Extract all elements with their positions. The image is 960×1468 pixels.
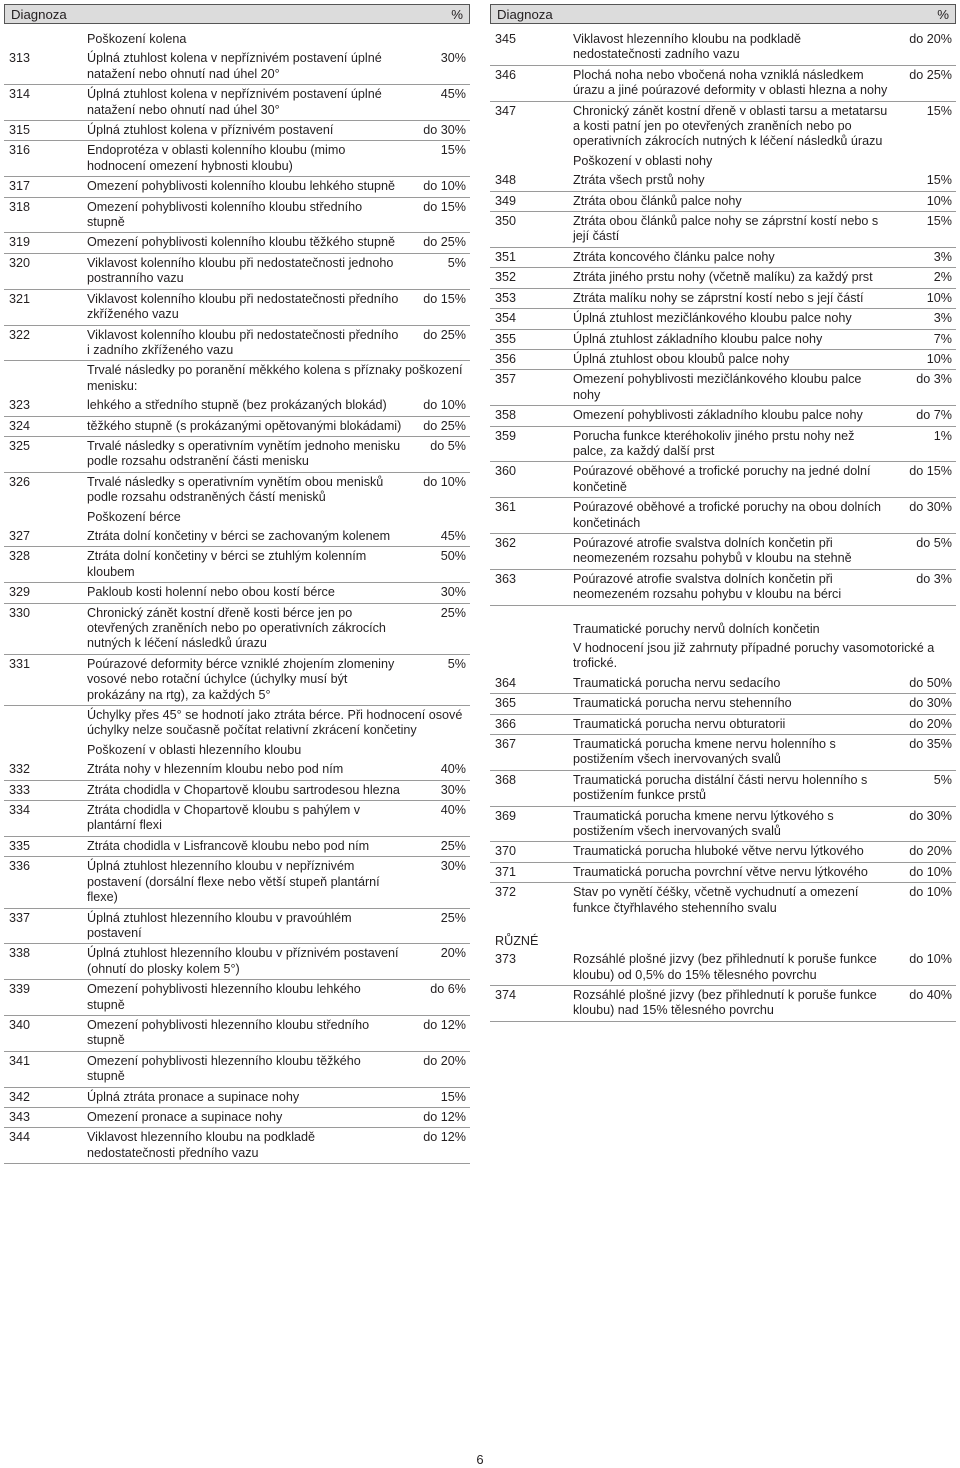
- row-diagnosis: Úplná ztuhlost mezičlánkového kloubu palce nohy: [573, 311, 852, 326]
- table-row: [490, 771, 956, 807]
- table-row: [4, 1088, 470, 1108]
- row-number: 331: [9, 656, 31, 671]
- row-percent: do 50%: [909, 675, 952, 690]
- table-row: [490, 842, 956, 862]
- row-number: 356: [495, 351, 517, 366]
- row-number: 337: [9, 910, 31, 925]
- row-number: 371: [495, 864, 517, 879]
- row-diagnosis: Traumatická porucha nervu stehenního: [573, 696, 792, 711]
- row-percent: 7%: [933, 331, 952, 346]
- section-heading: [4, 508, 470, 527]
- row-number: 365: [495, 696, 517, 711]
- table-row: [4, 473, 470, 508]
- row-percent: 30%: [440, 859, 466, 874]
- row-number: 349: [495, 193, 517, 208]
- row-number: 324: [9, 418, 31, 433]
- row-percent: do 10%: [423, 179, 466, 194]
- row-percent: do 5%: [430, 438, 466, 453]
- row-number: 345: [495, 32, 517, 46]
- row-number: 374: [495, 987, 517, 1002]
- table-row: [4, 655, 470, 706]
- row-percent: 10%: [926, 351, 952, 366]
- table-row: [4, 326, 470, 362]
- table-row: [490, 883, 956, 918]
- row-diagnosis: Ztráta dolní končetiny v bérci se zachovaným kolenem: [87, 528, 391, 543]
- row-diagnosis: Rozsáhlé plošné jizvy (bez přihlednutí k poruše funkce kloubu) nad 15% tělesného povrchu: [573, 987, 877, 1018]
- row-number: 328: [9, 549, 31, 564]
- table-row: [4, 944, 470, 980]
- row-number: 318: [9, 199, 31, 214]
- row-percent: do 10%: [423, 398, 466, 413]
- table-row: [4, 254, 470, 290]
- row-diagnosis: Omezení pohyblivosti hlezenního kloubu lehkého stupně: [87, 982, 361, 1012]
- row-percent: do 30%: [909, 808, 952, 823]
- table-row: [4, 141, 470, 177]
- header-diagnoza: Diagnoza: [11, 6, 67, 22]
- category-heading: RŮZNÉ: [495, 934, 539, 949]
- row-number: 346: [495, 67, 517, 82]
- row-percent: 25%: [440, 838, 466, 853]
- row-diagnosis: Poúrazové atrofie svalstva dolních končetin při neomezeném rozsahu pohybů v kloubu na stehně: [573, 535, 852, 566]
- row-number: 372: [495, 885, 517, 900]
- section-heading: [4, 361, 470, 396]
- row-number: 325: [9, 438, 31, 453]
- row-percent: do 30%: [909, 696, 952, 711]
- row-number: 316: [9, 143, 31, 158]
- row-number: 338: [9, 946, 31, 961]
- row-number: 326: [9, 474, 31, 489]
- table-row: [4, 1108, 470, 1128]
- row-diagnosis: Traumatická porucha nervu obturatorii: [573, 716, 786, 731]
- row-percent: do 5%: [916, 535, 952, 550]
- table-row: [4, 781, 470, 801]
- row-number: 335: [9, 838, 31, 853]
- row-number: 353: [495, 290, 517, 305]
- row-number: 366: [495, 716, 517, 731]
- row-percent: do 15%: [423, 291, 466, 306]
- table-row: [490, 674, 956, 694]
- row-percent: 15%: [440, 143, 466, 158]
- row-diagnosis: těžkého stupně (s prokázanými opětovanými blokádami): [87, 418, 402, 433]
- row-number: 339: [9, 982, 31, 997]
- row-diagnosis: Ztráta chodidla v Lisfrancově kloubu nebo pod ním: [87, 838, 370, 853]
- row-diagnosis: Omezení pohyblivosti kolenního kloubu těžkého stupně: [87, 235, 396, 250]
- row-number: 359: [495, 428, 517, 443]
- table-row: [4, 121, 470, 141]
- row-number: 341: [9, 1053, 31, 1068]
- row-percent: do 40%: [909, 987, 952, 1002]
- row-diagnosis: Poúrazové atrofie svalstva dolních končetin při neomezeném rozsahu pohybu v kloubu na bérci: [573, 571, 842, 602]
- left-table-header: [4, 4, 470, 24]
- row-percent: do 20%: [909, 716, 952, 731]
- row-number: 317: [9, 179, 31, 194]
- section-text: Úchylky přes 45° se hodnotí jako ztráta bérce. Při hodnocení osové úchylky nelze současně počítat relativní zkrácení končetiny: [87, 708, 463, 738]
- row-diagnosis: Ztráta obou článků palce nohy se záprstní kostí nebo s její částí: [573, 214, 879, 244]
- table-row: [4, 417, 470, 437]
- table-row: [490, 986, 956, 1022]
- table-row: [4, 527, 470, 547]
- header-percent: %: [937, 6, 949, 22]
- table-row: [4, 801, 470, 837]
- row-percent: do 30%: [909, 500, 952, 515]
- row-diagnosis: Úplná ztuhlost kolena v nepříznivém postavení úplné natažení nebo ohnutí nad úhel 20°: [87, 51, 382, 81]
- header-diagnoza: Diagnoza: [497, 6, 553, 22]
- row-diagnosis: Ztráta chodidla v Chopartově kloubu sartrodesou hlezna: [87, 782, 400, 797]
- table-row: [4, 198, 470, 234]
- row-number: 354: [495, 311, 517, 326]
- row-percent: do 20%: [909, 32, 952, 46]
- section-heading: [490, 152, 956, 171]
- row-diagnosis: Omezení pohyblivosti mezičlánkového kloubu palce nohy: [573, 372, 862, 402]
- section-heading: [490, 639, 956, 674]
- section-text: Trvalé následky po poranění měkkého kolena s příznaky poškození menisku:: [87, 363, 463, 393]
- row-number: 373: [495, 952, 517, 967]
- table-row: [490, 694, 956, 714]
- table-row: [490, 370, 956, 406]
- row-percent: 15%: [926, 103, 952, 118]
- row-number: 350: [495, 214, 517, 229]
- row-percent: do 15%: [423, 199, 466, 214]
- row-percent: 3%: [933, 249, 952, 264]
- table-row: [4, 1128, 470, 1164]
- row-diagnosis: Viklavost kolenního kloubu při nedostatečnosti předního zkříženého vazu: [87, 291, 399, 322]
- row-diagnosis: Pakloub kosti holenní nebo obou kostí bérce: [87, 585, 335, 600]
- row-diagnosis: Viklavost hlezenního kloubu na podkladě nedostatečnosti zadního vazu: [573, 32, 802, 62]
- row-number: 358: [495, 408, 517, 423]
- row-percent: do 10%: [909, 885, 952, 900]
- table-row: [490, 462, 956, 498]
- row-percent: 40%: [440, 762, 466, 777]
- row-percent: do 10%: [423, 474, 466, 489]
- table-row: [490, 330, 956, 350]
- table-row: [490, 30, 956, 66]
- row-number: 319: [9, 235, 31, 250]
- page-number: 6: [476, 1452, 484, 1467]
- section-text: Traumatické poruchy nervů dolních končetin: [573, 621, 820, 636]
- left-column: [4, 4, 470, 1164]
- row-diagnosis: Traumatická porucha distální části nervu holenního s postižením funkce prstů: [573, 772, 868, 803]
- row-percent: do 3%: [916, 372, 952, 387]
- row-diagnosis: Ztráta všech prstů nohy: [573, 173, 705, 188]
- table-row: [490, 309, 956, 329]
- row-diagnosis: Viklavost kolenního kloubu při nedostatečnosti jednoho postranního vazu: [87, 255, 394, 286]
- row-number: 367: [495, 737, 517, 752]
- table-row: [490, 66, 956, 102]
- row-diagnosis: Ztráta jiného prstu nohy (včetně malíku) za každý prst: [573, 270, 873, 285]
- table-row: [490, 715, 956, 735]
- row-number: 357: [495, 372, 517, 387]
- table-row: [490, 427, 956, 463]
- row-percent: 1%: [933, 428, 952, 443]
- table-row: [4, 396, 470, 416]
- row-number: 360: [495, 464, 517, 479]
- row-number: 332: [9, 762, 31, 777]
- row-diagnosis: Ztráta chodidla v Chopartově kloubu s pahýlem v plantární flexi: [87, 803, 361, 833]
- spacer: [490, 606, 956, 620]
- row-percent: 40%: [440, 803, 466, 818]
- row-diagnosis: Omezení pohyblivosti kolenního kloubu středního stupně: [87, 199, 363, 230]
- row-percent: 15%: [926, 214, 952, 229]
- row-percent: 5%: [447, 656, 466, 671]
- row-percent: 10%: [926, 290, 952, 305]
- row-diagnosis: Traumatická porucha nervu sedacího: [573, 675, 781, 690]
- row-number: 355: [495, 331, 517, 346]
- row-percent: do 15%: [909, 464, 952, 479]
- row-number: 329: [9, 585, 31, 600]
- row-number: 323: [9, 398, 31, 413]
- section-text: Poškození v oblasti hlezenního kloubu: [87, 742, 302, 757]
- row-diagnosis: Porucha funkce kteréhokoliv jiného prstu nohy než palce, za každý další prst: [573, 428, 855, 458]
- row-percent: do 25%: [423, 327, 466, 342]
- row-percent: 30%: [440, 782, 466, 797]
- row-percent: 30%: [440, 51, 466, 66]
- row-diagnosis: Úplná ztuhlost kolena v nepříznivém postavení úplné natažení nebo ohnutí nad úhel 30°: [87, 87, 382, 117]
- section-heading: [4, 30, 470, 49]
- right-column: [490, 4, 956, 1022]
- row-number: 361: [495, 500, 517, 515]
- row-diagnosis: Omezení pohyblivosti základního kloubu palce nohy: [573, 408, 863, 423]
- row-diagnosis: Ztráta obou článků palce nohy: [573, 193, 742, 208]
- row-percent: 50%: [440, 549, 466, 564]
- row-percent: do 25%: [423, 235, 466, 250]
- table-row: [4, 547, 470, 583]
- row-number: 327: [9, 528, 31, 543]
- row-percent: do 25%: [423, 418, 466, 433]
- row-diagnosis: Viklavost kolenního kloubu při nedostatečnosti předního i zadního zkříženého vazu: [87, 327, 399, 357]
- row-diagnosis: Úplná ztráta pronace a supinace nohy: [87, 1089, 300, 1104]
- table-row: [490, 570, 956, 606]
- row-diagnosis: Poúrazové oběhové a trofické poruchy na obou dolních končetinách: [573, 500, 882, 530]
- table-row: [490, 248, 956, 268]
- row-diagnosis: Poúrazové oběhové a trofické poruchy na jedné dolní končetině: [573, 464, 871, 494]
- row-diagnosis: Omezení pronace a supinace nohy: [87, 1109, 283, 1124]
- row-diagnosis: Ztráta koncového článku palce nohy: [573, 249, 775, 264]
- row-diagnosis: Omezení pohyblivosti kolenního kloubu lehkého stupně: [87, 179, 396, 194]
- row-percent: 3%: [933, 311, 952, 326]
- table-row: [490, 268, 956, 288]
- table-row: [4, 1016, 470, 1052]
- row-percent: do 10%: [909, 952, 952, 967]
- table-row: [490, 863, 956, 883]
- table-row: [490, 350, 956, 370]
- section-text: Poškození bérce: [87, 509, 181, 524]
- row-percent: 2%: [933, 270, 952, 285]
- row-diagnosis: Traumatická porucha povrchní větve nervu lýtkového: [573, 864, 868, 879]
- row-number: 315: [9, 123, 31, 138]
- row-diagnosis: Chronický zánět kostní dřeně kosti bérce jen po otevřených zraněních nebo po operativních zákrocích nutných k léčení následků úrazu: [87, 605, 386, 651]
- row-number: 348: [495, 173, 517, 188]
- section-text: V hodnocení jsou již zahrnuty případné poruchy vasomotorické a trofické.: [573, 641, 935, 671]
- table-row: [490, 102, 956, 152]
- row-number: 320: [9, 255, 31, 270]
- row-number: 340: [9, 1017, 31, 1032]
- row-number: 363: [495, 571, 517, 586]
- table-row: [490, 735, 956, 771]
- row-percent: 45%: [440, 528, 466, 543]
- row-percent: 20%: [440, 946, 466, 961]
- row-number: 351: [495, 249, 517, 264]
- row-percent: do 6%: [430, 982, 466, 997]
- row-number: 334: [9, 803, 31, 818]
- row-diagnosis: Ztráta malíku nohy se záprstní kostí nebo s její částí: [573, 290, 864, 305]
- row-diagnosis: Úplná ztuhlost hlezenního kloubu v nepříznivém postavení (dorsální flexe nebo větší stupeň plantární flexe): [87, 859, 380, 905]
- table-row: [4, 233, 470, 253]
- table-row: [490, 212, 956, 248]
- row-percent: 5%: [447, 255, 466, 270]
- row-percent: 15%: [440, 1089, 466, 1104]
- row-percent: 5%: [933, 772, 952, 787]
- row-number: 347: [495, 103, 517, 118]
- table-row: [4, 857, 470, 908]
- row-diagnosis: Endoprotéza v oblasti kolenního kloubu (mimo hodnocení omezení hybnosti kloubu): [87, 143, 346, 173]
- table-row: [490, 534, 956, 570]
- spacer: [490, 918, 956, 932]
- table-row: [4, 909, 470, 945]
- row-percent: do 35%: [909, 737, 952, 752]
- row-percent: 45%: [440, 87, 466, 102]
- row-diagnosis: Traumatická porucha kmene nervu lýtkového s postižením všech inervovaných svalů: [573, 808, 834, 839]
- row-diagnosis: Traumatická porucha kmene nervu holenního s postižením všech inervovaných svalů: [573, 737, 836, 767]
- table-row: [490, 171, 956, 191]
- row-diagnosis: Trvalé následky s operativním vynětím obou menisků podle rozsahu odstraněných částí menisků: [87, 474, 384, 505]
- row-percent: do 20%: [423, 1053, 466, 1068]
- row-diagnosis: Viklavost hlezenního kloubu na podkladě nedostatečnosti předního vazu: [87, 1130, 316, 1160]
- row-percent: do 3%: [916, 571, 952, 586]
- row-diagnosis: Poúrazové deformity bérce vzniklé zhojením zlomeniny vosové nebo rotační úchylce (úchylky musí být prokázány na rtg), za každých 5°: [87, 656, 395, 702]
- table-row: [490, 406, 956, 426]
- row-number: 313: [9, 51, 31, 66]
- table-row: [4, 49, 470, 85]
- table-row: [4, 437, 470, 473]
- row-diagnosis: Traumatická porucha hluboké větve nervu lýtkového: [573, 844, 864, 859]
- table-row: [4, 837, 470, 857]
- row-percent: do 7%: [916, 408, 952, 423]
- row-number: 322: [9, 327, 31, 342]
- row-percent: do 12%: [423, 1130, 466, 1145]
- table-row: [4, 290, 470, 326]
- table-row: [490, 289, 956, 309]
- section-text: Poškození kolena: [87, 32, 187, 46]
- row-number: 330: [9, 605, 31, 620]
- row-diagnosis: lehkého a středního stupně (bez prokázaných blokád): [87, 398, 387, 413]
- row-number: 336: [9, 859, 31, 874]
- row-percent: do 12%: [423, 1109, 466, 1124]
- row-percent: 30%: [440, 585, 466, 600]
- table-row: [4, 1052, 470, 1088]
- row-percent: do 30%: [423, 123, 466, 138]
- row-percent: do 20%: [909, 844, 952, 859]
- row-diagnosis: Úplná ztuhlost kolena v příznivém postavení: [87, 123, 334, 138]
- table-row: [490, 498, 956, 534]
- row-number: 369: [495, 808, 517, 823]
- row-diagnosis: Úplná ztuhlost hlezenního kloubu v příznivém postavení (ohnutí do plosky kolem 5°): [87, 946, 399, 976]
- table-row: [4, 604, 470, 655]
- row-number: 368: [495, 772, 517, 787]
- row-diagnosis: Trvalé následky s operativním vynětím jednoho menisku podle rozsahu odstranění části menisku: [87, 438, 401, 469]
- row-diagnosis: Úplná ztuhlost hlezenního kloubu v pravoúhlém postavení: [87, 910, 352, 940]
- section-heading: [4, 741, 470, 760]
- row-percent: do 25%: [909, 67, 952, 82]
- row-number: 333: [9, 782, 31, 797]
- row-diagnosis: Plochá noha nebo vbočená noha vzniklá následkem úrazu a jiné poúrazové deformity v oblasti hlezna a nohy: [573, 67, 888, 98]
- row-diagnosis: Omezení pohyblivosti hlezenního kloubu středního stupně: [87, 1017, 370, 1048]
- table-row: [490, 192, 956, 212]
- row-diagnosis: Stav po vynětí čéšky, včetně vychudnutí a omezení funkce čtyřhlavého stehenního svalu: [573, 885, 859, 915]
- left-rows: [4, 24, 470, 1164]
- row-percent: do 10%: [909, 864, 952, 879]
- row-number: 344: [9, 1130, 31, 1145]
- header-percent: %: [451, 6, 463, 22]
- row-percent: 25%: [440, 605, 466, 620]
- row-percent: 15%: [926, 173, 952, 188]
- row-diagnosis: Chronický zánět kostní dřeně v oblasti tarsu a metatarsu a kosti patní jen po otevřených zraněních nebo po operativních zákrocích nutných k léčení následků úrazu: [573, 103, 888, 149]
- row-diagnosis: Úplná ztuhlost obou kloubů palce nohy: [573, 351, 790, 366]
- row-diagnosis: Rozsáhlé plošné jizvy (bez přihlednutí k poruše funkce kloubu) od 0,5% do 15% tělesného povrchu: [573, 952, 877, 982]
- row-diagnosis: Omezení pohyblivosti hlezenního kloubu těžkého stupně: [87, 1053, 361, 1084]
- right-table-header: [490, 4, 956, 24]
- row-percent: 25%: [440, 910, 466, 925]
- table-row: [490, 950, 956, 986]
- row-number: 314: [9, 87, 31, 102]
- table-row: [4, 583, 470, 603]
- table-row: [490, 807, 956, 843]
- row-number: 343: [9, 1109, 31, 1124]
- table-row: [4, 177, 470, 197]
- row-number: 342: [9, 1089, 31, 1104]
- row-number: 370: [495, 844, 517, 859]
- right-rows: [490, 24, 956, 1022]
- table-row: [4, 760, 470, 780]
- row-number: 321: [9, 291, 31, 306]
- table-row: [4, 85, 470, 121]
- row-diagnosis: Úplná ztuhlost základního kloubu palce nohy: [573, 331, 823, 346]
- row-percent: do 12%: [423, 1017, 466, 1032]
- row-number: 362: [495, 535, 517, 550]
- section-text: Poškození v oblasti nohy: [573, 153, 713, 168]
- row-diagnosis: Ztráta nohy v hlezenním kloubu nebo pod ním: [87, 762, 344, 777]
- row-number: 364: [495, 675, 517, 690]
- table-row: [4, 980, 470, 1016]
- row-diagnosis: Ztráta dolní končetiny v bérci se ztuhlým kolenním kloubem: [87, 549, 367, 579]
- section-heading: [4, 706, 470, 741]
- section-heading: [490, 620, 956, 639]
- row-percent: 10%: [926, 193, 952, 208]
- row-number: 352: [495, 270, 517, 285]
